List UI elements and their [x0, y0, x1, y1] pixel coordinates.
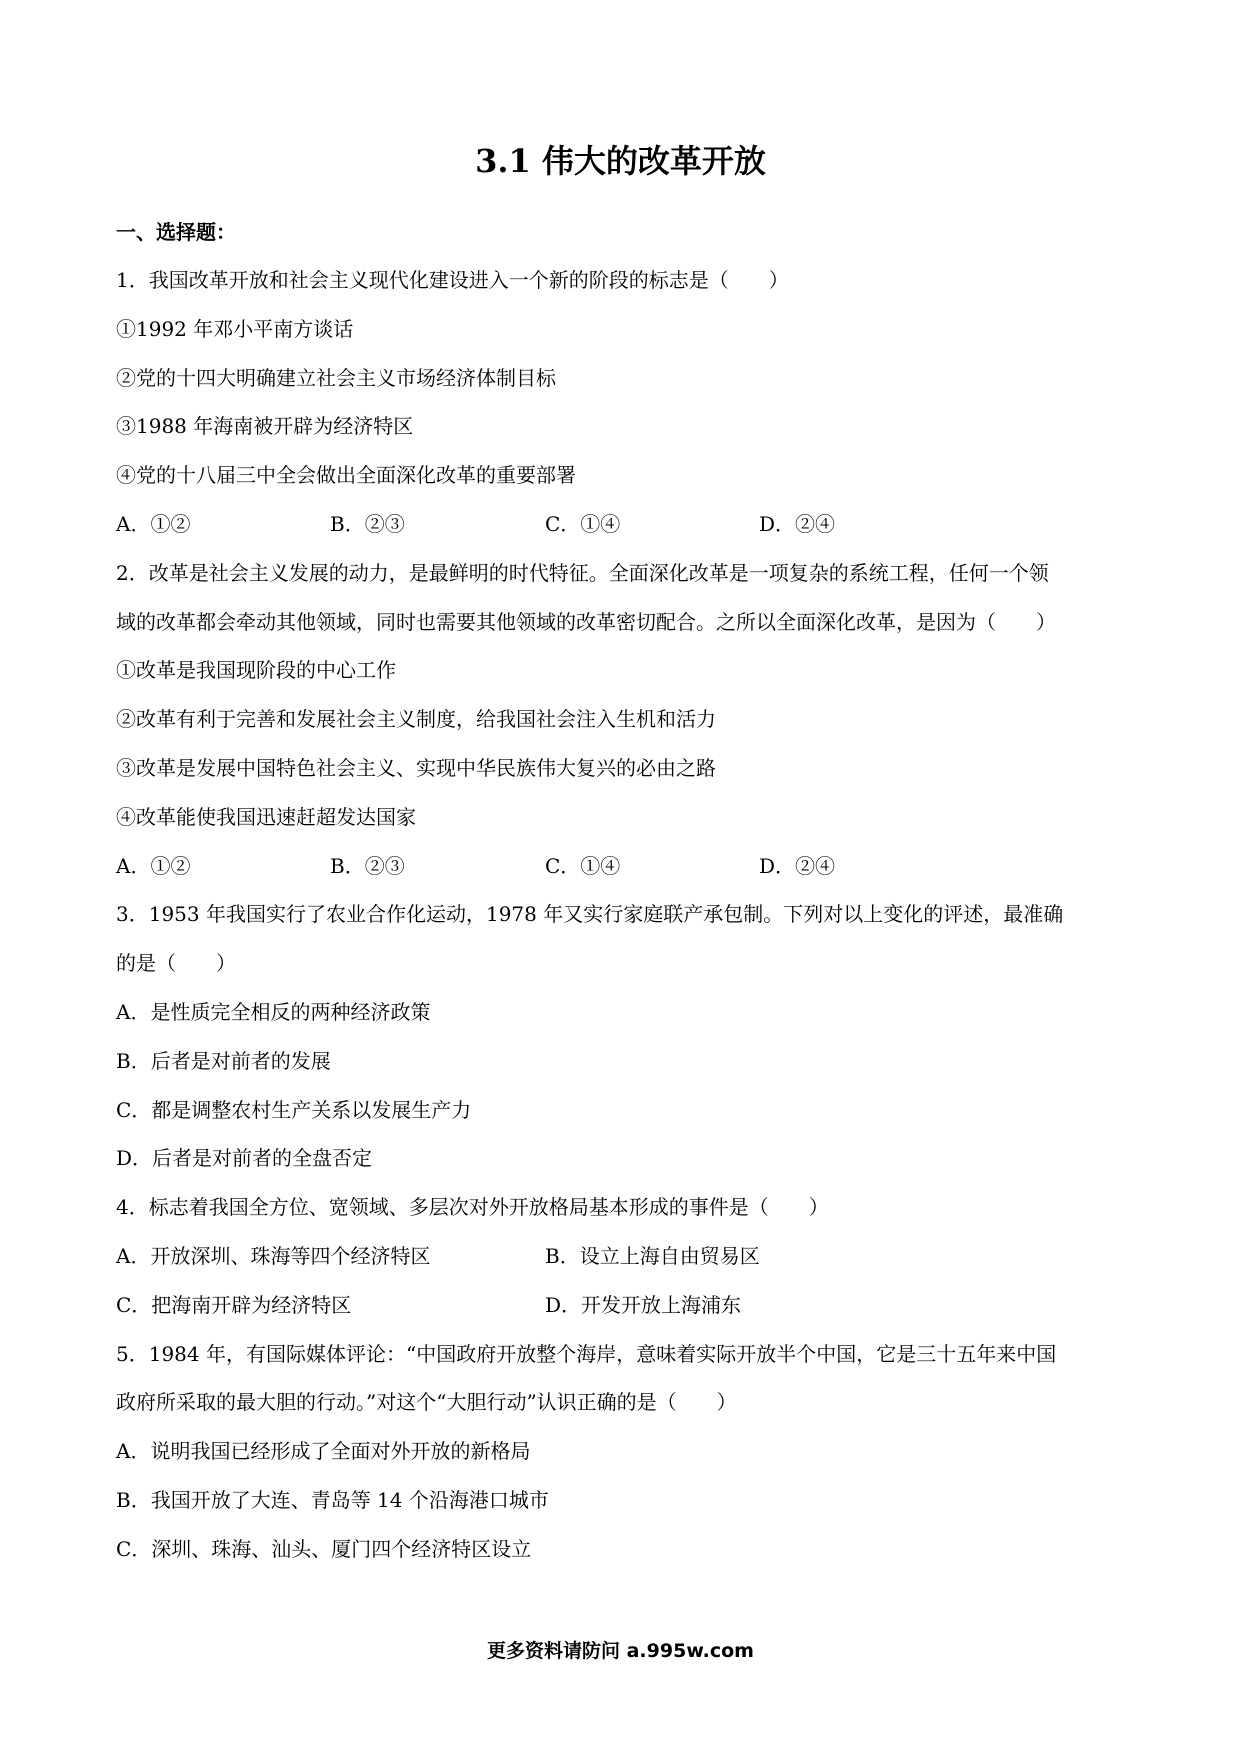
question-2-option-c: C．①④ — [545, 853, 621, 878]
footer-promo-link[interactable]: 更多资料请防问 a.995w.com — [487, 1640, 754, 1662]
question-1-option-d: D．②④ — [759, 511, 836, 536]
question-3-option-a: A．是性质完全相反的两种经济政策 — [116, 999, 431, 1024]
question-3-option-c: C．都是调整农村生产关系以发展生产力 — [116, 1097, 472, 1122]
question-1-item-3: ③1988 年海南被开辟为经济特区 — [116, 414, 414, 439]
question-4-options-row-2 — [116, 1281, 1136, 1330]
question-2-option-d: D．②④ — [759, 853, 836, 878]
question-2-option-a: A．①② — [116, 853, 191, 878]
question-5-option-a: A．说明我国已经形成了全面对外开放的新格局 — [116, 1439, 531, 1464]
question-1-item-4: ④党的十八届三中全会做出全面深化改革的重要部署 — [116, 463, 576, 488]
question-5-option-b: B．我国开放了大连、青岛等 14 个沿海港口城市 — [116, 1487, 549, 1512]
question-1-item-1: ①1992 年邓小平南方谈话 — [116, 316, 354, 341]
question-4-option-d: D．开发开放上海浦东 — [545, 1292, 742, 1317]
question-2-options — [116, 842, 1136, 891]
question-list — [116, 208, 1136, 1574]
question-1-option-a: A．①② — [116, 511, 191, 536]
question-4-option-b: B．设立上海自由贸易区 — [545, 1243, 760, 1268]
question-4-option-a: A．开放深圳、珠海等四个经济特区 — [116, 1243, 431, 1268]
question-2-item-3: ③改革是发展中国特色社会主义、实现中华民族伟大复兴的必由之路 — [116, 755, 716, 780]
question-2-item-2: ②改革有利于完善和发展社会主义制度，给我国社会注入生机和活力 — [116, 707, 716, 732]
question-2-item-4: ④改革能使我国迅速赶超发达国家 — [116, 804, 416, 829]
question-4-option-c: C．把海南开辟为经济特区 — [116, 1292, 352, 1317]
question-4-stem: 4．标志着我国全方位、宽领域、多层次对外开放格局基本形成的事件是（ ） — [116, 1195, 829, 1220]
question-3-stem-line-1: 3．1953 年我国实行了农业合作化运动，1978 年又实行家庭联产承包制。下列对以上变化的评述，最准确 — [116, 902, 1064, 927]
question-5-option-c: C．深圳、珠海、汕头、厦门四个经济特区设立 — [116, 1536, 532, 1561]
question-2-item-1: ①改革是我国现阶段的中心工作 — [116, 658, 396, 683]
section-heading: 一、选择题： — [116, 220, 236, 244]
question-1-options — [116, 500, 1136, 549]
question-2-option-b: B．②③ — [330, 853, 405, 878]
question-3-stem-line-2: 的是（ ） — [116, 951, 236, 976]
question-1-option-b: B．②③ — [330, 511, 405, 536]
page-title: 3.1 伟大的改革开放 — [475, 142, 766, 180]
question-2-stem-line-2: 域的改革都会牵动其他领域，同时也需要其他领域的改革密切配合。之所以全面深化改革，是因为（ ） — [116, 609, 1056, 634]
question-5-stem-line-2: 政府所采取的最大胆的行动。”对这个“大胆行动”认识正确的是（ ） — [116, 1390, 737, 1415]
question-3-option-d: D．后者是对前者的全盘否定 — [116, 1146, 373, 1171]
question-1-stem: 1．我国改革开放和社会主义现代化建设进入一个新的阶段的标志是（ ） — [116, 268, 789, 292]
question-3-option-b: B．后者是对前者的发展 — [116, 1048, 331, 1073]
question-1-item-2: ②党的十四大明确建立社会主义市场经济体制目标 — [116, 365, 556, 390]
question-1-option-c: C．①④ — [545, 511, 621, 536]
question-4-options-row-1 — [116, 1232, 1136, 1281]
question-2-stem-line-1: 2．改革是社会主义发展的动力，是最鲜明的时代特征。全面深化改革是一项复杂的系统工程，任何一个领 — [116, 560, 1049, 585]
question-5-stem-line-1: 5．1984 年，有国际媒体评论：“中国政府开放整个海岸，意味着实际开放半个中国，它是三十五年来中国 — [116, 1341, 1057, 1366]
